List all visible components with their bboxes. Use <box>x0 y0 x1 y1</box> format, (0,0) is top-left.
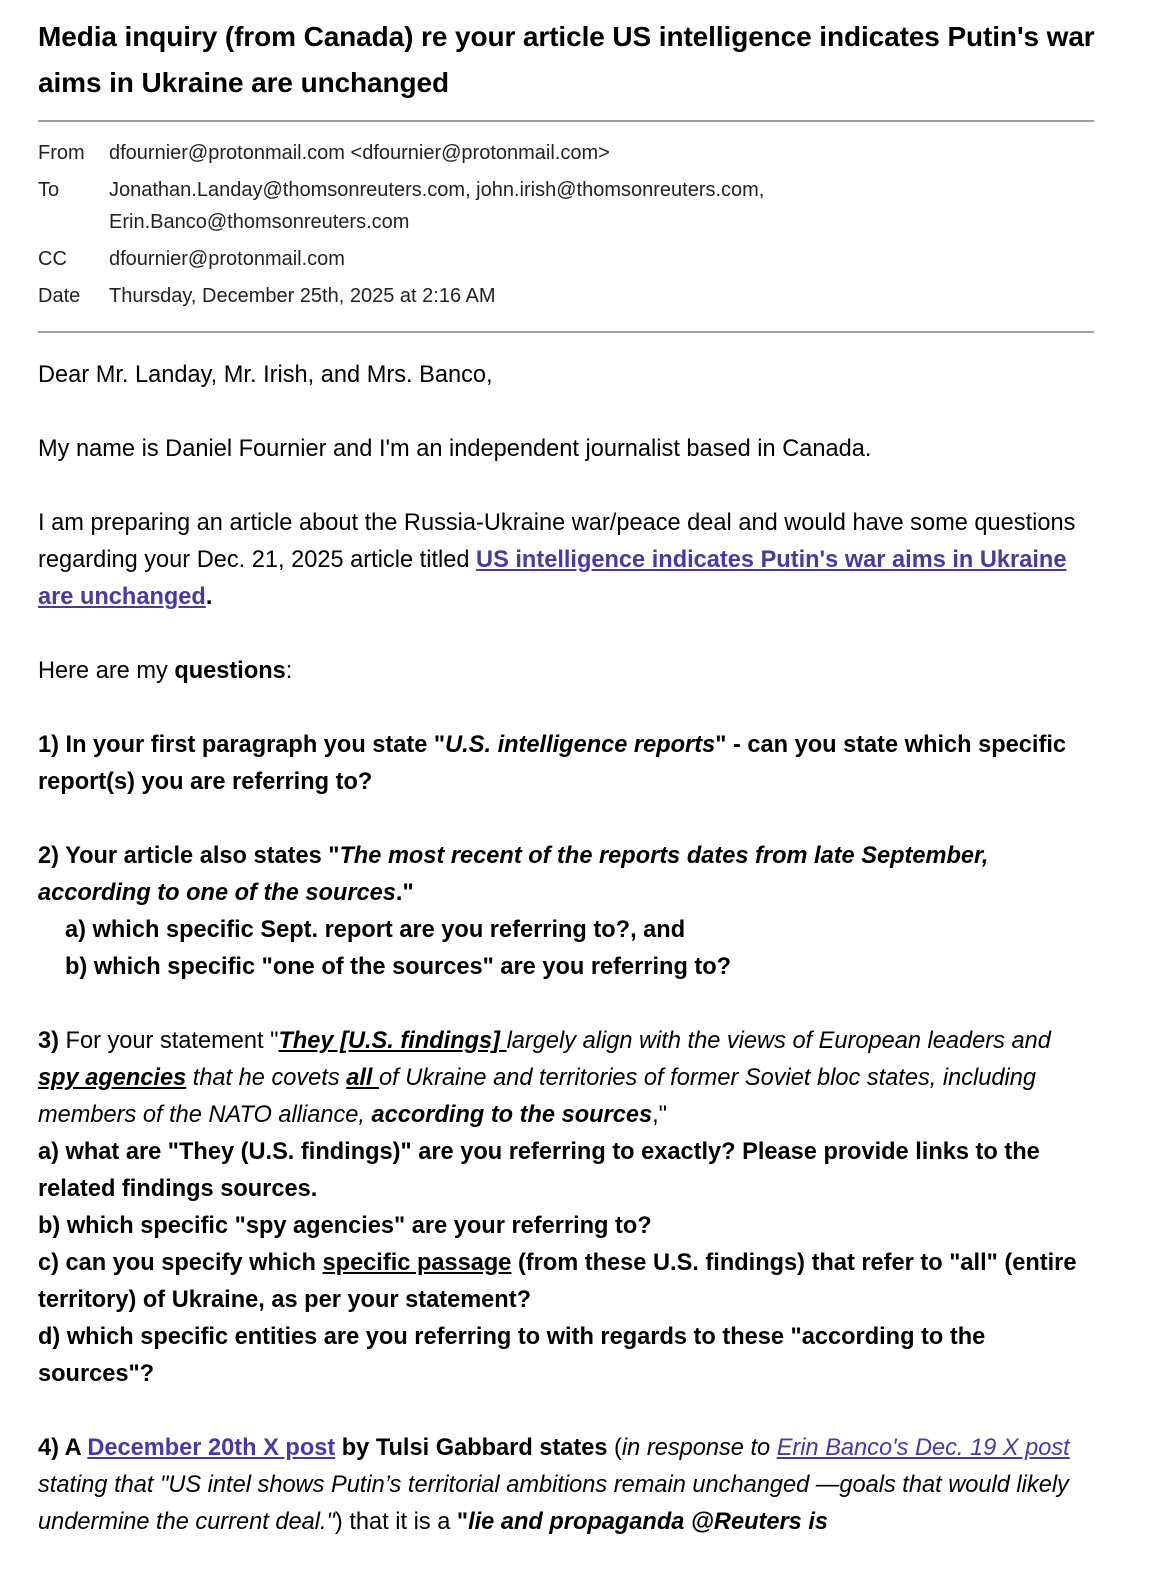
text-run: ) that it is a <box>334 1509 457 1535</box>
text-run: spy agencies <box>38 1065 187 1091</box>
body-paragraph <box>38 727 1098 801</box>
text-run: Dear Mr. Landay, Mr. Irish, and Mrs. Banco, <box>38 362 493 388</box>
paragraph-spacer <box>38 616 1098 653</box>
article-link[interactable]: US intelligence indicates Putin's war aims in Ukraine are unchanged <box>38 547 1067 610</box>
header-value <box>109 137 610 169</box>
text-run: d) which specific entities are you referring to with regards to these "according to the sources"? <box>38 1324 986 1387</box>
text-run: by Tulsi Gabbard states <box>335 1435 608 1461</box>
body-paragraph <box>38 838 1098 912</box>
header-label: From <box>38 142 85 164</box>
body-paragraph <box>38 1023 1098 1134</box>
text-run: 2) Your article also states " <box>38 843 340 869</box>
text-run: that he covets <box>186 1065 347 1091</box>
header-label: Date <box>38 285 81 307</box>
header-value-line: Jonathan.Landay@thomsonreuters.com, john.irish@thomsonreuters.com, <box>109 179 765 201</box>
text-run: a) what are "They (U.S. findings)" are you referring to exactly? Please provide links to the related findings sources. <box>38 1139 1040 1202</box>
text-run: largely align with the views of European leaders and <box>506 1028 1051 1054</box>
text-run: according to the sources <box>371 1102 653 1128</box>
body-paragraph <box>38 357 1098 394</box>
text-run: The most recent of the reports dates from late September, according to one of the sources <box>38 843 989 906</box>
body-paragraph <box>38 1208 1098 1245</box>
paragraph-spacer <box>38 690 1098 727</box>
text-run: of Ukraine and territories of former Soviet bloc states, including members of the NATO alliance, <box>38 1065 1037 1128</box>
body-paragraph <box>38 1134 1098 1208</box>
text-run: c) can you specify which <box>38 1250 323 1276</box>
article-link[interactable]: Erin Banco's Dec. 19 X post <box>776 1435 1070 1461</box>
paragraph-spacer <box>38 1393 1098 1430</box>
header-row-date <box>38 280 1098 312</box>
header-label: To <box>38 179 60 201</box>
email-view <box>38 14 1098 1541</box>
body-paragraph <box>38 653 1098 690</box>
paragraph-spacer <box>38 394 1098 431</box>
text-run: I am preparing an article about the Russia-Ukraine war/peace deal and would have some questions regarding your Dec. 21, 2025 article titled <box>38 510 1076 573</box>
body-paragraph <box>38 1245 1098 1319</box>
text-run: 4) A <box>38 1435 88 1461</box>
text-run: b) which specific "spy agencies" are your referring to? <box>38 1213 652 1239</box>
body-paragraph <box>38 1319 1098 1393</box>
header-row-from <box>38 137 1098 169</box>
text-run: b) which specific "one of the sources" are you referring to? <box>65 954 732 980</box>
paragraph-spacer <box>38 801 1098 838</box>
header-row-to <box>38 174 1098 238</box>
text-run: ." <box>395 880 414 906</box>
body-paragraph <box>38 949 1098 986</box>
text-run: For your statement " <box>58 1028 279 1054</box>
text-run: : <box>285 658 293 684</box>
email-subject: Media inquiry (from Canada) re your article US intelligence indicates Putin's war aims in Ukraine are unchanged <box>38 21 1095 98</box>
text-run: all <box>346 1065 380 1091</box>
text-run: specific passage <box>322 1250 512 1276</box>
text-run: ," <box>652 1102 668 1128</box>
text-run: Here are my <box>38 658 175 684</box>
body-paragraph <box>38 431 1098 468</box>
text-run: My name is Daniel Fournier and I'm an independent journalist based in Canada. <box>38 436 872 462</box>
text-run: " - can you state which specific report(s) you are referring to? <box>38 732 1066 795</box>
article-link[interactable]: December 20th X post <box>87 1435 336 1461</box>
header-value-line: dfournier@protonmail.com <dfournier@protonmail.com> <box>109 142 610 164</box>
text-run: They [U.S. findings] <box>278 1028 507 1054</box>
text-run: 3) <box>38 1028 59 1054</box>
email-headers <box>38 122 1098 331</box>
body-paragraph <box>38 912 1098 949</box>
text-run: 1) In your first paragraph you state " <box>38 732 446 758</box>
text-run: stating that "US intel shows Putin’s territorial ambitions remain unchanged —goals that would likely undermine the current deal." <box>38 1472 1069 1535</box>
text-run: a) which specific Sept. report are you referring to?, and <box>65 917 686 943</box>
header-value-line: Erin.Banco@thomsonreuters.com <box>109 211 410 233</box>
header-label: CC <box>38 248 67 270</box>
text-run: ( <box>607 1435 622 1461</box>
header-value-line: dfournier@protonmail.com <box>109 248 345 270</box>
text-run: U.S. intelligence reports <box>445 732 716 758</box>
paragraph-spacer <box>38 986 1098 1023</box>
text-run: " <box>456 1509 469 1535</box>
text-run: (from these U.S. findings) that refer to "all" (entire territory) of Ukraine, as per your statement? <box>38 1250 1077 1313</box>
text-run: questions <box>174 658 286 684</box>
text-run: in response to <box>621 1435 777 1461</box>
paragraph-spacer <box>38 468 1098 505</box>
text-run: lie and propaganda @Reuters is <box>468 1509 829 1535</box>
email-body <box>38 333 1098 1541</box>
text-run: . <box>205 584 213 610</box>
body-paragraph <box>38 505 1098 616</box>
header-value <box>109 280 496 312</box>
header-value-line: Thursday, December 25th, 2025 at 2:16 AM <box>109 285 496 307</box>
header-value <box>109 174 764 238</box>
header-value <box>109 243 345 275</box>
header-row-cc <box>38 243 1098 275</box>
body-paragraph <box>38 1430 1098 1541</box>
